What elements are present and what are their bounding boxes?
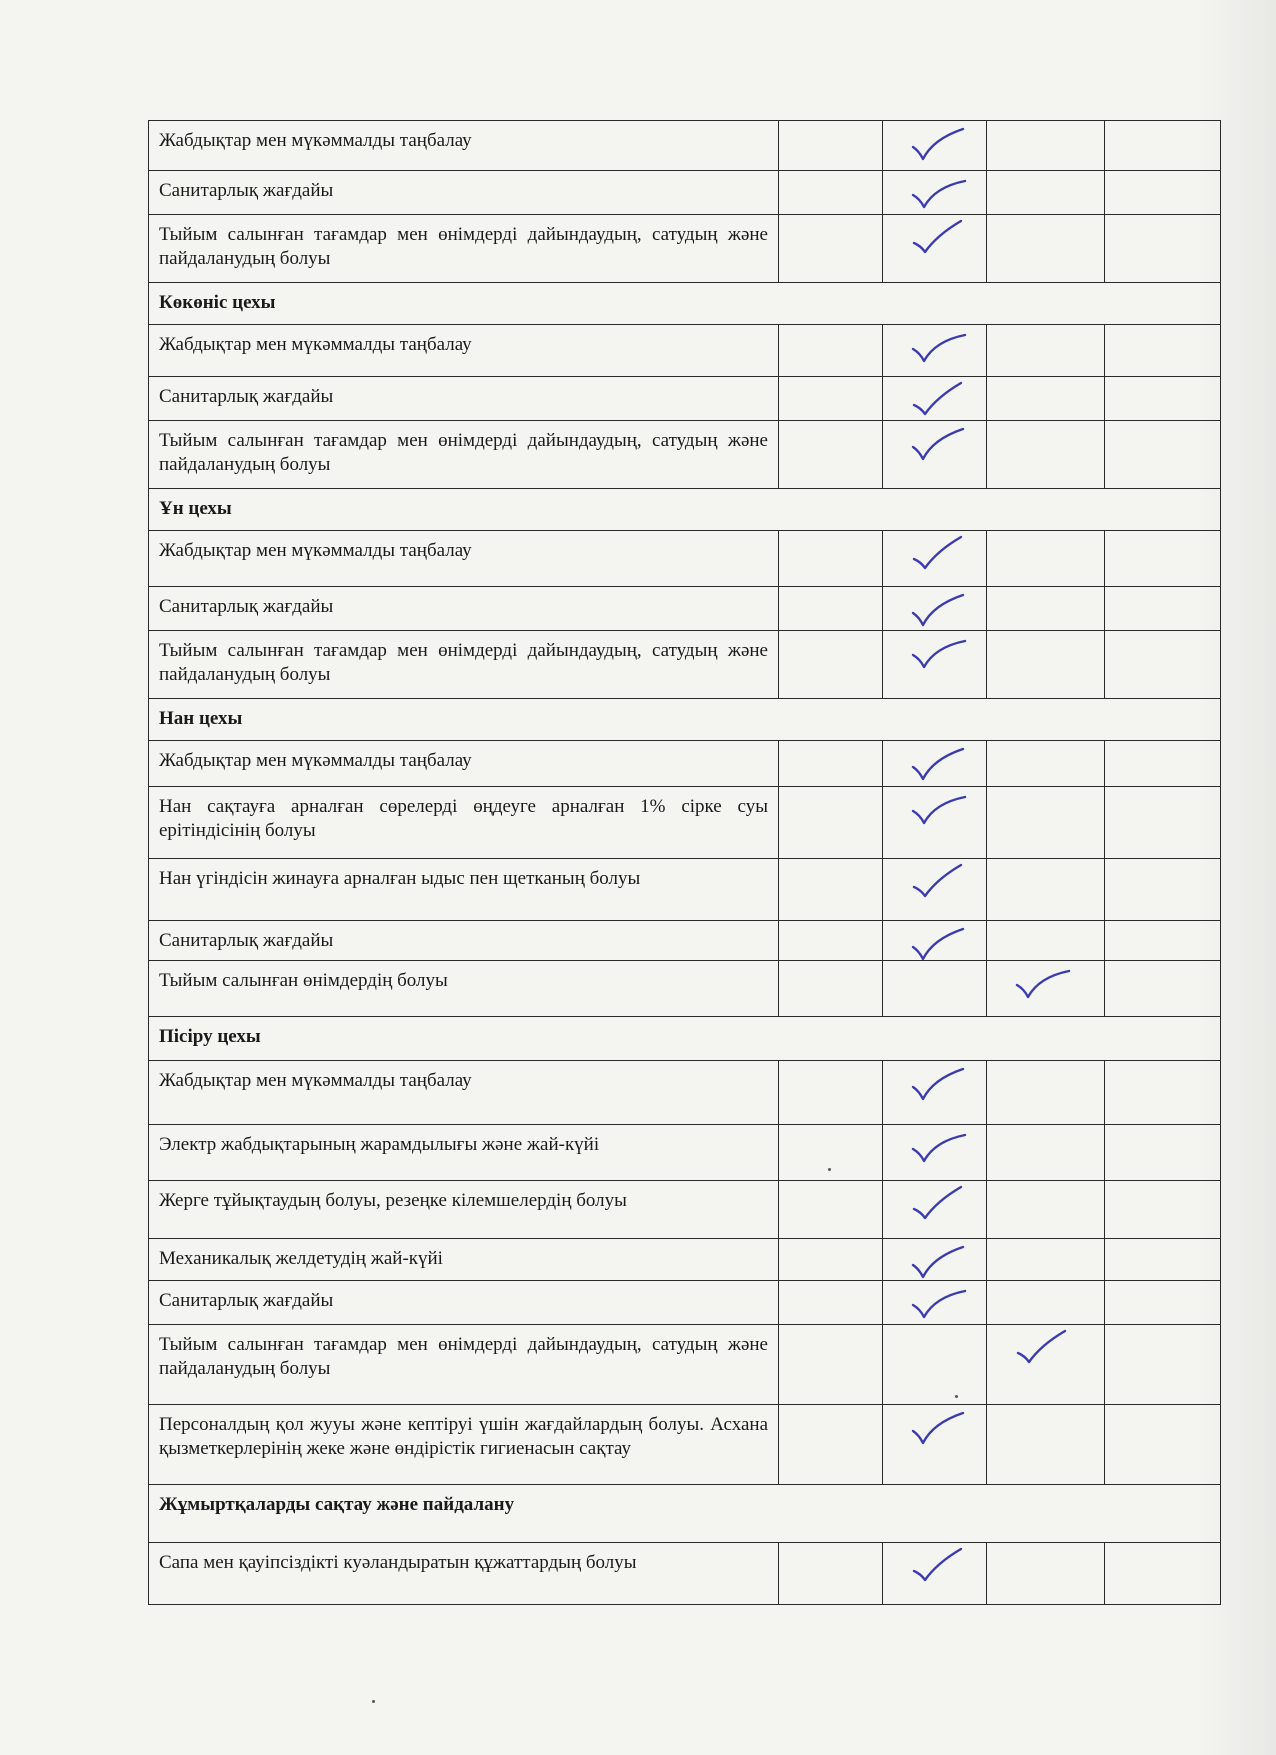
mark-cell-3 (987, 587, 1105, 631)
mark-cell-1 (779, 121, 883, 171)
criterion-text: Жабдықтар мен мүкәммалды таңбалау (149, 1061, 779, 1125)
criterion-text: Тыйым салынған өнімдердің болуы (149, 961, 779, 1017)
section-header-row (149, 283, 1221, 325)
mark-cell-4 (1105, 1543, 1221, 1605)
mark-cell-1 (779, 961, 883, 1017)
criterion-text: Электр жабдықтарының жарамдылығы және жай-күйі (149, 1125, 779, 1181)
scan-speck (828, 1168, 831, 1171)
checkmark-icon (909, 175, 969, 215)
checkmark-icon (1013, 1329, 1073, 1369)
mark-cell-2 (883, 1125, 987, 1181)
mark-cell-4 (1105, 1281, 1221, 1325)
mark-cell-4 (1105, 1325, 1221, 1405)
mark-cell-4 (1105, 787, 1221, 859)
criterion-text: Тыйым салынған тағамдар мен өнімдерді дайындаудың, сатудың және пайдаланудың болуы (149, 631, 779, 699)
checkmark-icon (909, 1129, 969, 1169)
checklist-row (149, 1405, 1221, 1485)
checkmark-icon (909, 425, 969, 465)
checklist-row (149, 787, 1221, 859)
mark-cell-3 (987, 921, 1105, 961)
checklist-row (149, 1181, 1221, 1239)
checklist-row (149, 377, 1221, 421)
checklist-row (149, 921, 1221, 961)
mark-cell-3 (987, 1543, 1105, 1605)
criterion-text: Тыйым салынған тағамдар мен өнімдерді дайындаудың, сатудың және пайдаланудың болуы (149, 1325, 779, 1405)
criterion-text: Санитарлық жағдайы (149, 171, 779, 215)
mark-cell-1 (779, 215, 883, 283)
mark-cell-2 (883, 1405, 987, 1485)
mark-cell-2 (883, 121, 987, 171)
mark-cell-4 (1105, 631, 1221, 699)
checkmark-icon (909, 863, 969, 903)
checklist-row (149, 1061, 1221, 1125)
checklist-row (149, 121, 1221, 171)
mark-cell-2 (883, 1239, 987, 1281)
checklist-row (149, 631, 1221, 699)
checklist-row (149, 587, 1221, 631)
mark-cell-1 (779, 325, 883, 377)
mark-cell-1 (779, 171, 883, 215)
checkmark-icon (909, 219, 969, 259)
mark-cell-4 (1105, 921, 1221, 961)
mark-cell-4 (1105, 1405, 1221, 1485)
checkmark-icon (909, 329, 969, 369)
mark-cell-4 (1105, 961, 1221, 1017)
mark-cell-2 (883, 421, 987, 489)
mark-cell-2 (883, 1325, 987, 1405)
criterion-text: Санитарлық жағдайы (149, 921, 779, 961)
checkmark-icon (909, 635, 969, 675)
mark-cell-1 (779, 859, 883, 921)
mark-cell-2 (883, 531, 987, 587)
criterion-text: Нан сақтауға арналған сөрелерді өңдеуге арналған 1% сірке суы ерітіндісінің болуы (149, 787, 779, 859)
checkmark-icon (909, 745, 969, 785)
mark-cell-1 (779, 1543, 883, 1605)
mark-cell-4 (1105, 1125, 1221, 1181)
mark-cell-4 (1105, 1239, 1221, 1281)
checklist-row (149, 531, 1221, 587)
mark-cell-4 (1105, 215, 1221, 283)
checklist-row (149, 961, 1221, 1017)
criterion-text: Жабдықтар мен мүкәммалды таңбалау (149, 325, 779, 377)
checkmark-icon (909, 125, 969, 165)
checkmark-icon (909, 591, 969, 631)
mark-cell-1 (779, 587, 883, 631)
checkmark-icon (909, 1547, 969, 1587)
mark-cell-2 (883, 1061, 987, 1125)
checkmark-icon (909, 791, 969, 831)
criterion-text: Санитарлық жағдайы (149, 587, 779, 631)
mark-cell-3 (987, 1281, 1105, 1325)
mark-cell-3 (987, 1181, 1105, 1239)
mark-cell-3 (987, 961, 1105, 1017)
section-header-row (149, 699, 1221, 741)
section-title: Пісіру цехы (149, 1017, 1221, 1061)
criterion-text: Жабдықтар мен мүкәммалды таңбалау (149, 741, 779, 787)
mark-cell-1 (779, 1239, 883, 1281)
mark-cell-3 (987, 631, 1105, 699)
checkmark-icon (909, 1185, 969, 1225)
mark-cell-3 (987, 121, 1105, 171)
mark-cell-1 (779, 1325, 883, 1405)
checkmark-icon (909, 381, 969, 421)
mark-cell-2 (883, 787, 987, 859)
scan-speck (955, 1395, 958, 1398)
mark-cell-3 (987, 377, 1105, 421)
checklist-row (149, 171, 1221, 215)
scan-speck (372, 1700, 375, 1703)
checklist-row (149, 1125, 1221, 1181)
criterion-text: Санитарлық жағдайы (149, 377, 779, 421)
mark-cell-2 (883, 1181, 987, 1239)
criterion-text: Нан үгіндісін жинауға арналған ыдыс пен щетканың болуы (149, 859, 779, 921)
criterion-text: Санитарлық жағдайы (149, 1281, 779, 1325)
mark-cell-3 (987, 171, 1105, 215)
checklist-row (149, 325, 1221, 377)
mark-cell-3 (987, 1125, 1105, 1181)
checkmark-icon (909, 1409, 969, 1449)
mark-cell-4 (1105, 377, 1221, 421)
mark-cell-3 (987, 1061, 1105, 1125)
mark-cell-2 (883, 171, 987, 215)
checklist-row (149, 1239, 1221, 1281)
mark-cell-3 (987, 215, 1105, 283)
mark-cell-1 (779, 421, 883, 489)
mark-cell-4 (1105, 421, 1221, 489)
mark-cell-2 (883, 215, 987, 283)
section-title: Жұмыртқаларды сақтау және пайдалану (149, 1485, 1221, 1543)
checkmark-icon (909, 1065, 969, 1105)
mark-cell-1 (779, 921, 883, 961)
section-header-row (149, 1017, 1221, 1061)
mark-cell-1 (779, 377, 883, 421)
mark-cell-4 (1105, 859, 1221, 921)
checklist-row (149, 421, 1221, 489)
mark-cell-4 (1105, 587, 1221, 631)
checkmark-icon (909, 925, 969, 965)
checklist-table (148, 120, 1221, 1605)
mark-cell-1 (779, 631, 883, 699)
mark-cell-3 (987, 325, 1105, 377)
mark-cell-4 (1105, 325, 1221, 377)
checklist-row (149, 859, 1221, 921)
mark-cell-2 (883, 859, 987, 921)
mark-cell-2 (883, 1281, 987, 1325)
mark-cell-3 (987, 787, 1105, 859)
mark-cell-1 (779, 1405, 883, 1485)
section-title: Ұн цехы (149, 489, 1221, 531)
criterion-text: Тыйым салынған тағамдар мен өнімдерді дайындаудың, сатудың және пайдаланудың болуы (149, 421, 779, 489)
criterion-text: Жерге тұйықтаудың болуы, резеңке кілемшелердің болуы (149, 1181, 779, 1239)
mark-cell-2 (883, 1543, 987, 1605)
mark-cell-1 (779, 531, 883, 587)
mark-cell-1 (779, 1125, 883, 1181)
mark-cell-1 (779, 1181, 883, 1239)
mark-cell-3 (987, 859, 1105, 921)
mark-cell-4 (1105, 741, 1221, 787)
mark-cell-1 (779, 787, 883, 859)
mark-cell-2 (883, 921, 987, 961)
mark-cell-3 (987, 1239, 1105, 1281)
mark-cell-2 (883, 587, 987, 631)
checklist-row (149, 1325, 1221, 1405)
checklist-row (149, 215, 1221, 283)
section-header-row (149, 489, 1221, 531)
mark-cell-3 (987, 421, 1105, 489)
mark-cell-2 (883, 377, 987, 421)
checklist-row (149, 741, 1221, 787)
section-title: Нан цехы (149, 699, 1221, 741)
criterion-text: Жабдықтар мен мүкәммалды таңбалау (149, 121, 779, 171)
mark-cell-4 (1105, 1061, 1221, 1125)
checkmark-icon (1013, 965, 1073, 1005)
mark-cell-2 (883, 741, 987, 787)
checklist-row (149, 1543, 1221, 1605)
mark-cell-1 (779, 1061, 883, 1125)
mark-cell-4 (1105, 531, 1221, 587)
mark-cell-3 (987, 741, 1105, 787)
criterion-text: Жабдықтар мен мүкәммалды таңбалау (149, 531, 779, 587)
checklist-body (149, 121, 1221, 1605)
mark-cell-4 (1105, 171, 1221, 215)
criterion-text: Сапа мен қауіпсіздікті куәландыратын құжаттардың болуы (149, 1543, 779, 1605)
checklist-row (149, 1281, 1221, 1325)
mark-cell-4 (1105, 121, 1221, 171)
mark-cell-1 (779, 741, 883, 787)
mark-cell-2 (883, 631, 987, 699)
mark-cell-3 (987, 1405, 1105, 1485)
mark-cell-4 (1105, 1181, 1221, 1239)
mark-cell-1 (779, 1281, 883, 1325)
checkmark-icon (909, 535, 969, 575)
mark-cell-3 (987, 1325, 1105, 1405)
checkmark-icon (909, 1285, 969, 1325)
criterion-text: Тыйым салынған тағамдар мен өнімдерді дайындаудың, сатудың және пайдаланудың болуы (149, 215, 779, 283)
section-header-row (149, 1485, 1221, 1543)
checkmark-icon (909, 1243, 969, 1283)
criterion-text: Персоналдың қол жууы және кептіруі үшін жағдайлардың болуы. Асхана қызметкерлерінің жеке және өндірістік гигиенасын сақтау (149, 1405, 779, 1485)
mark-cell-3 (987, 531, 1105, 587)
mark-cell-2 (883, 325, 987, 377)
criterion-text: Механикалық желдетудің жай-күйі (149, 1239, 779, 1281)
section-title: Көкөніс цехы (149, 283, 1221, 325)
mark-cell-2 (883, 961, 987, 1017)
